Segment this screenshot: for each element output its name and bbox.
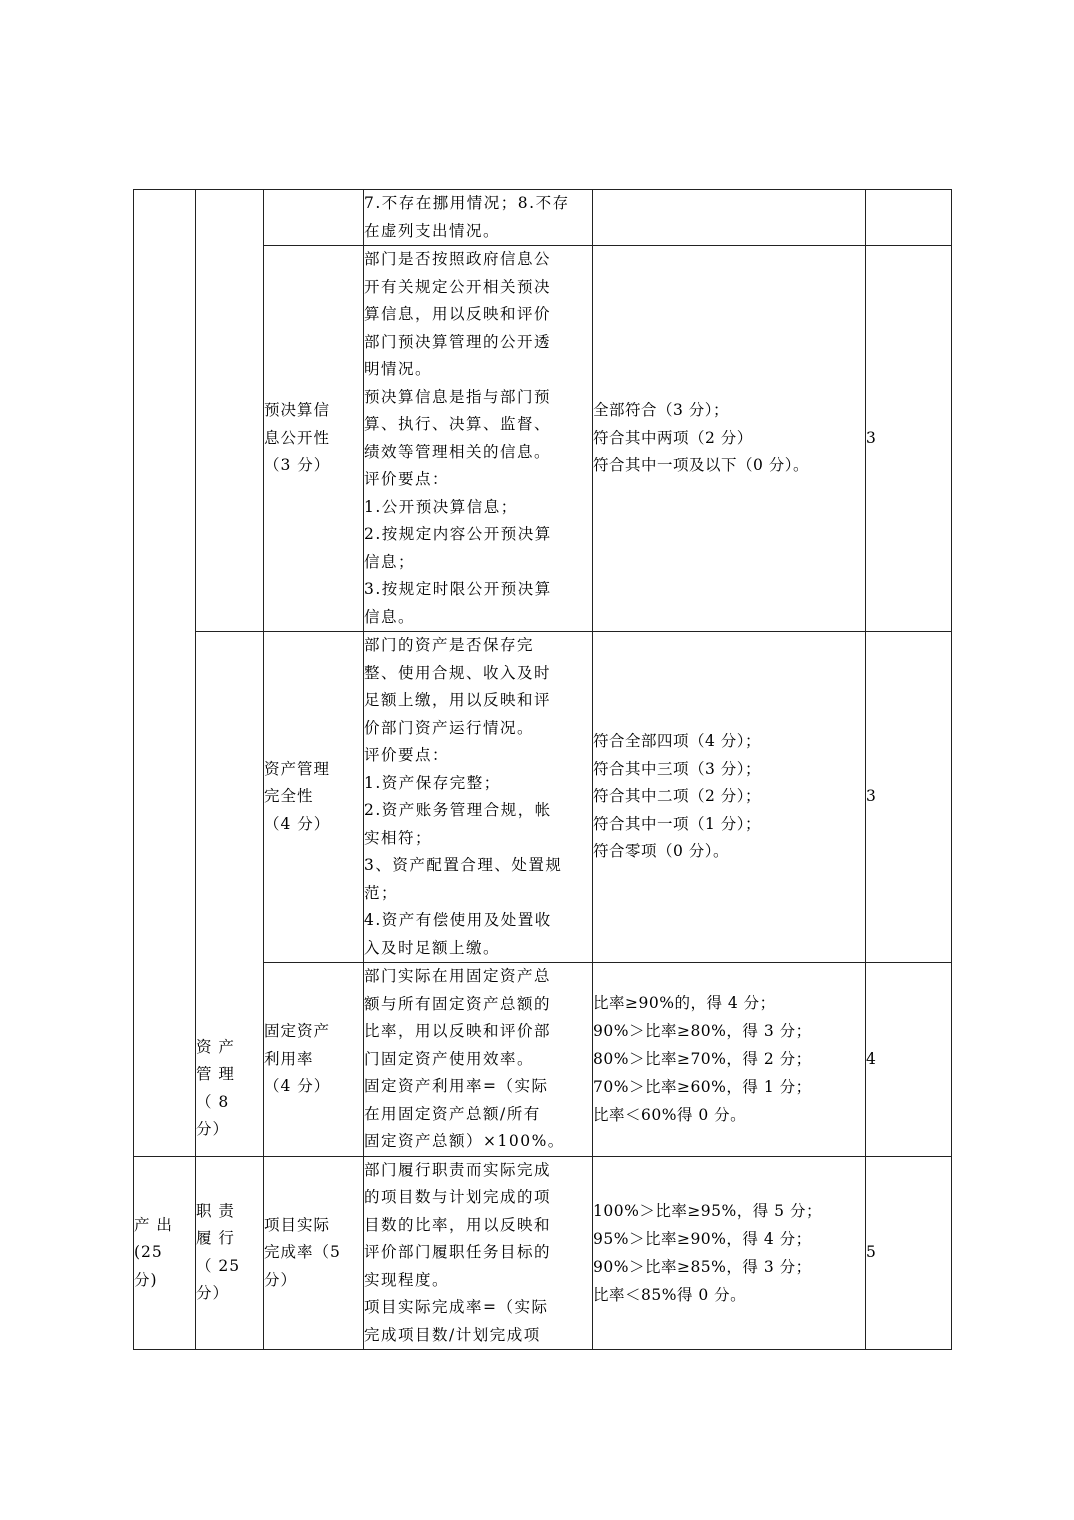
indicator-description-cell (364, 1156, 593, 1350)
text-line: 在用固定资产总额/所有 (364, 1104, 541, 1123)
text-line: 符合其中一项（1 分）； (593, 814, 762, 833)
text-line: 部门预决算管理的公开透 (364, 332, 552, 351)
indicator-description-cell (364, 963, 593, 1157)
text-line: （ 8 (196, 1092, 230, 1111)
indicator-name-cell (264, 632, 364, 963)
text-line: 比率≥90%的，得 4 分； (593, 994, 776, 1013)
indicator-name-cell (264, 246, 364, 632)
text-line: 3.按规定时限公开预决算 (364, 580, 552, 598)
text-line: 80%＞比率≥70%，得 2 分； (593, 1050, 812, 1069)
text-line: 职 责 (196, 1201, 235, 1220)
criteria-cell (593, 963, 866, 1157)
text-line: 90%＞比率≥80%，得 3 分； (593, 1022, 812, 1041)
text-line: 评价要点： (364, 470, 450, 488)
text-line: 固定资产利用率=（实际 (364, 1077, 549, 1095)
text-line: 评价部门履职任务目标的 (364, 1243, 552, 1261)
criteria-cell (593, 190, 866, 246)
text-line: 部门的资产是否保存完 (364, 636, 535, 654)
text-line: 2.资产账务管理合规，帐 (364, 801, 552, 819)
text-line: 符合零项（0 分）。 (593, 842, 730, 861)
text-line: 履 行 (196, 1229, 235, 1248)
text-line: 100%＞比率≥95%，得 5 分； (593, 1201, 822, 1220)
text-line: 部门是否按照政府信息公 (364, 250, 552, 268)
indicator-name-cell (264, 190, 364, 246)
text-line: 70%＞比率≥60%，得 1 分； (593, 1078, 812, 1097)
text-line: （3 分） (264, 456, 331, 475)
indicator-description-cell (364, 632, 593, 963)
text-line: 整、使用合规、收入及时 (364, 663, 552, 682)
text-line: 1.资产保存完整； (364, 773, 501, 792)
indicator-name-cell (264, 1156, 364, 1350)
table-row (134, 632, 952, 963)
level1-cell (134, 1156, 196, 1350)
text-line: 3、资产配置合理、处置规 (364, 856, 563, 874)
text-line: 算信息，用以反映和评价 (364, 305, 552, 323)
text-line: （ 25 (196, 1256, 241, 1275)
text-line: 符合其中两项（2 分） (593, 428, 753, 447)
text-line: 资 产 (196, 1037, 235, 1056)
text-line: 分） (196, 1284, 230, 1303)
text-line: 分） (264, 1270, 298, 1289)
text-line: 比率，用以反映和评价部 (364, 1022, 552, 1040)
text-line: 资产管理 (264, 759, 331, 778)
text-line: 利用率 (264, 1049, 314, 1068)
text-line: 固定资产总额）×100%。 (364, 1132, 565, 1150)
text-line: 项目实际完成率=（实际 (364, 1298, 549, 1316)
text-line: 符合其中三项（3 分）； (593, 759, 762, 778)
text-line: 项目实际 (264, 1215, 331, 1234)
text-line: 评价要点： (364, 746, 450, 764)
indicator-description-cell (364, 190, 593, 246)
table-row (134, 1156, 952, 1350)
text-line: (25 (134, 1243, 163, 1261)
text-line: 范； (364, 883, 399, 902)
text-line: 完全性 (264, 787, 314, 806)
category-cell (196, 632, 264, 1157)
text-line: 预决算信息是指与部门预 (364, 387, 552, 406)
indicator-description-cell (364, 246, 593, 632)
text-line: 2.按规定内容公开预决算 (364, 525, 552, 543)
text-line: 全部符合（3 分）； (593, 401, 730, 420)
text-line: 分) (134, 1270, 158, 1289)
text-line: 固定资产 (264, 1022, 331, 1040)
text-line: 信息。 (364, 607, 416, 626)
text-line: 入及时足额上缴。 (364, 938, 501, 957)
text-line: 符合其中一项及以下（0 分）。 (593, 456, 810, 475)
text-line: 目数的比率，用以反映和 (364, 1215, 552, 1234)
text-line: 完成项目数/计划完成项 (364, 1325, 541, 1344)
text-line: 90%＞比率≥85%，得 3 分； (593, 1257, 812, 1276)
text-line: 实相符； (364, 828, 433, 847)
text-line: 算、执行、决算、监督、 (364, 415, 552, 433)
category-cell-empty (196, 190, 264, 632)
category-cell (196, 1156, 264, 1350)
score-cell: 3 (866, 632, 952, 963)
text-line: 实现程度。 (364, 1270, 450, 1289)
text-line: 符合全部四项（4 分）； (593, 732, 762, 751)
text-line: 95%＞比率≥90%，得 4 分； (593, 1229, 812, 1248)
text-line: 4.资产有偿使用及处置收 (364, 911, 552, 929)
table-row (134, 190, 952, 246)
text-line: 比率＜60%得 0 分。 (593, 1106, 747, 1125)
text-line: 7.不存在挪用情况；8.不存 (364, 194, 570, 212)
performance-evaluation-table (133, 189, 952, 1350)
criteria-cell (593, 1156, 866, 1350)
text-line: 额与所有固定资产总额的 (364, 994, 552, 1013)
text-line: （4 分） (264, 814, 331, 833)
text-line: 绩效等管理相关的信息。 (364, 442, 552, 461)
text-line: 1.公开预决算信息； (364, 497, 518, 516)
text-line: 息公开性 (264, 428, 331, 447)
indicator-name-cell (264, 963, 364, 1157)
text-line: 明情况。 (364, 360, 433, 378)
text-line: 门固定资产使用效率。 (364, 1049, 535, 1068)
text-line: 部门履行职责而实际完成 (364, 1160, 552, 1179)
score-cell: 4 (866, 963, 952, 1157)
text-line: 产 出 (134, 1215, 173, 1234)
text-line: 部门实际在用固定资产总 (364, 967, 552, 985)
text-line: 完成率（5 (264, 1243, 341, 1261)
criteria-cell (593, 246, 866, 632)
text-line: 分） (196, 1120, 230, 1138)
text-line: 开有关规定公开相关预决 (364, 277, 552, 296)
text-line: 预决算信 (264, 401, 331, 420)
level1-cell-empty (134, 190, 196, 1157)
criteria-cell (593, 632, 866, 963)
text-line: 的项目数与计划完成的项 (364, 1188, 552, 1206)
text-line: 足额上缴，用以反映和评 (364, 691, 552, 709)
text-line: 价部门资产运行情况。 (364, 718, 535, 737)
text-line: 信息； (364, 552, 416, 571)
text-line: 管 理 (196, 1065, 235, 1083)
score-cell: 3 (866, 246, 952, 632)
score-cell: 5 (866, 1156, 952, 1350)
text-line: 在虚列支出情况。 (364, 221, 501, 240)
text-line: （4 分） (264, 1077, 331, 1095)
text-line: 符合其中二项（2 分）； (593, 787, 762, 806)
text-line: 比率＜85%得 0 分。 (593, 1285, 747, 1304)
score-cell (866, 190, 952, 246)
